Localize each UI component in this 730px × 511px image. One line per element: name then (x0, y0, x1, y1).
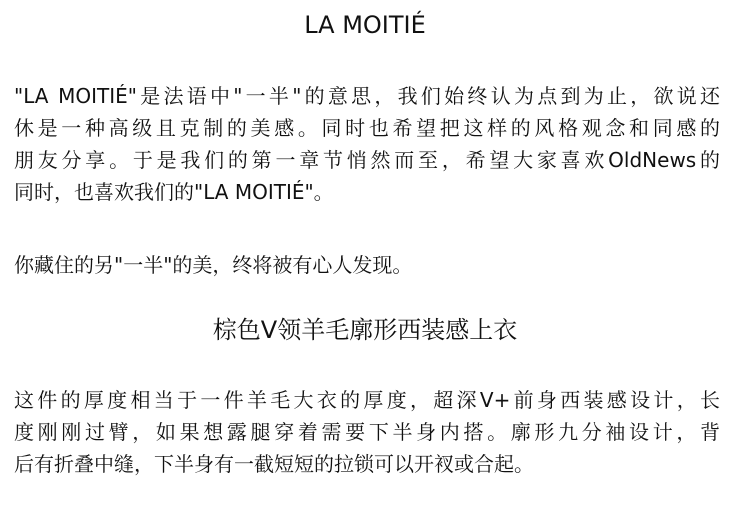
brand-title: LA MOITIÉ (304, 11, 426, 39)
intro-line: 同时，也喜欢我们的"LA MOITIÉ"。 (14, 180, 334, 204)
intro-paragraph (14, 80, 720, 208)
description-line: 度刚刚过臂，如果想露腿穿着需要下半身内搭。廓形九分袖设计，背 (14, 420, 720, 444)
description-line: 这件的厚度相当于一件羊毛大衣的厚度，超深V+前身西装感设计，长 (14, 388, 720, 412)
tagline: 你藏住的另"一半"的美，终将被有心人发现。 (14, 253, 413, 277)
tagline-paragraph (14, 249, 720, 281)
intro-line: "LA MOITIÉ"是法语中"一半"的意思，我们始终认为点到为止，欲说还 (14, 84, 720, 108)
description-line: 后有折叠中缝，下半身有一截短短的拉锁可以开衩或合起。 (14, 452, 534, 476)
intro-line: 朋友分享。于是我们的第一章节悄然而至，希望大家喜欢OldNews的 (14, 148, 720, 172)
product-description (14, 384, 720, 480)
intro-line: 休是一种高级且克制的美感。同时也希望把这样的风格观念和同感的 (14, 116, 720, 140)
product-title: 棕色V领羊毛廓形西装感上衣 (212, 316, 518, 344)
